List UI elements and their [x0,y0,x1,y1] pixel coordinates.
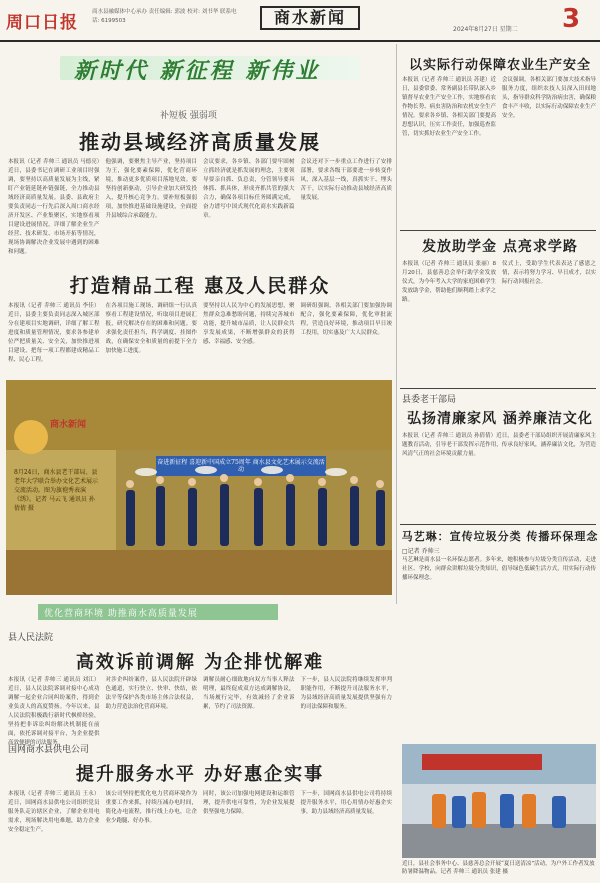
second-col-2: 在各项目施工现场，调研组一行认真察看工程建设情况，听取项目进展汇报，研究解决存在的困难和问题。要求强化责任担当，科学调度、挂图作战，在确保安全和质量的前提下全力加快施工进度。 [105,303,197,354]
right-rule-1 [400,230,596,231]
right-headline-1: 以实际行动保障农业生产安全 [408,58,591,73]
supply-headline: 提升服务水平 办好惠企实事 [75,764,325,785]
lead-headline: 推动县域经济高质量发展 [79,130,321,154]
right-p5: 本报讯（记者 乔帅三 通讯员 孙倩倩）近日，县委老干部局组织开展清廉家风主题教育活动，引导老干部发挥示范作用，传承良好家风，涵养廉洁文化，为营造风清气正的社会环境贡献力量。 [402,433,596,457]
second-col-4: 调研组强调，各相关部门要加强协调配合，强化要素保障，优化审批流程，营造良好环境，推动项目早日竣工投用，切实惠及广大人民群众。 [300,303,392,336]
lead-col-3: 会议要求，各乡镇、各部门要牢固树立抓经济就是抓发展的理念，主要领导要亲自抓、负总责，分管领导要具体抓、抓具体，形成齐抓共管的强大合力，确保各项目标任务圆满完成，奋力谱写中国式现代化商水实践新篇章。 [203,159,295,219]
right-body-3 [402,432,596,520]
court-col-4: 下一步，县人民法院将继续发挥审判职能作用，不断提升司法服务水平，为县域经济高质量发展提供坚强有力的司法保障和服务。 [300,677,392,710]
lead-body [8,158,392,264]
court-headline: 高效诉前调解 为企排忧解难 [75,652,325,673]
right-p3: 本报讯（记者 乔帅三 通讯员 张丽）8月20日，县慈善总会举行助学金发放仪式，为今年考入大学的家庭困难学生发放助学金，帮助他们顺利踏上求学之路。 [402,261,496,303]
second-headline: 打造精品工程 惠及人民群众 [69,275,331,297]
right-headline-3: 弘扬清廉家风 涵养廉洁文化 [407,411,593,427]
court-col-2: 对涉企纠纷案件，县人民法院开辟绿色通道，实行快立、快审、快结，依法平等保护各类市场主体合法权益，助力营造法治化营商环境。 [105,677,197,710]
right-p1: 本报讯（记者 乔帅三 通讯员 苏建）近日，县委常委、常务副县长带队深入乡镇督导农业生产安全工作，实地察看农作物长势、病虫害防治和农机安全生产情况。要求各乡镇、各相关部门要提高思想认识，压实工作责任，加强巡查监管，切实抓好农业生产安全工作。 [402,77,496,137]
theme-strip [38,604,278,620]
court-label: 县人民法院 [8,633,54,643]
lead-col-2: 他强调，要聚焦主导产业，坚持项目为王，强化要素保障，优化营商环境，推动更多优质项目落地见效。要坚持创新驱动，引导企业加大研发投入，提升核心竞争力。要补短板强弱项，加快推进基础设施建设，全面提升县域综合承载能力。 [105,159,197,219]
right-byline: □记者 乔帅三 [402,548,440,555]
page-header [0,0,600,42]
page-number: 3 [562,4,581,34]
relief-illustration [402,744,596,858]
court-body [8,676,392,746]
news-logo-icon [14,420,48,454]
slogan-banner [60,52,360,82]
photo-caption: 8月24日，商水县老干部局、县老年大学联合举办文化艺术展示交流活动。图为旗袍秀表演《绣》。记者 马云飞 通讯员 孙倩倩 摄 [14,469,99,512]
issue-date: 2024年8月27日 星期二 [453,26,518,33]
right-rule-3 [400,524,596,525]
supply-body [8,790,392,878]
right-rule-2 [400,388,596,389]
right-body-2 [402,260,596,384]
photo-logo-label: 商水新闻 [50,420,87,430]
supply-col-4: 下一步，国网商水县供电公司将持续提升服务水平，用心用情办好惠企实事，助力县域经济高质量发展。 [300,791,392,815]
section-title: 商水新闻 [260,6,360,30]
supply-col-3: 同时，该公司加强电网建设和运维管理，提升供电可靠性，为企业发展提供坚强电力保障。 [203,791,295,815]
court-col-1: 本报讯（记者 乔帅三 通讯员 刘江）近日，县人民法院诉调对接中心成功调解一起企业合同纠纷案件，得到企业负责人的高度赞扬。今年以来，县人民法院积极践行新时代枫桥经验，坚持把非诉讼纠纷解决机制挺在前面，依托诉调对接平台，为企业提供高效便捷的司法服务。 [8,677,100,746]
summer-relief-photo [402,744,596,858]
banner-text: 新时代 新征程 新伟业 [74,58,321,84]
lead-col-1: 本报讯（记者 乔帅三 通讯员 马德亮）近日，县委书记在调研工业项目时强调，要坚持以高质量发展为主线，紧盯产业链延链补链强链，全力推动县域经济高质量发展。县委、县政府主要负责同志一行先后深入周口商水经济开发区、产业集聚区，实地察看项目建设进展情况，详细了解企业生产经营、技术研发、市场开拓等情况，现场协调解决企业发展中遇到的困难和问题。 [8,159,100,255]
court-col-3: 调解员耐心细致地向双方当事人释法明理，最终促成双方达成调解协议，当场履行完毕，有效减轻了企业诉累，节约了司法资源。 [203,677,295,710]
edition-meta: 商水县融媒体中心承办 责任编辑: 郭波 校对: 刘书华 联系电话: 6199503 [92,9,237,24]
right-section-label: 县委老干部局 [402,395,457,405]
second-col-1: 本报讯（记者 乔帅三 通讯员 李佳）近日，县委主要负责同志深入城区部分在建项目实地调研，详细了解工程进度和质量管理情况，要求各参建单位严把质量关、安全关，加快推进项目建设，把每一项工程都建成精品工程、民心工程。 [8,303,100,363]
supply-col-2: 该公司坚持把优化电力营商环境作为重要工作来抓，持续压减办电时间，简化办电流程，推行线上办电，让企业少跑腿、好办事。 [105,791,197,824]
right-headline-4: 马艺琳：宣传垃圾分类 传播环保理念 [401,530,599,543]
lead-kicker: 补短板 强弱项 [160,111,217,121]
lead-col-4: 会议还对下一步重点工作进行了安排部署，要求各级干部要进一步转变作风，深入基层一线，真抓实干、埋头苦干，以实际行动推动县域经济高质量发展。 [300,159,392,201]
second-body [8,302,392,374]
stage-banner-text: 奋进新征程 喜迎新中国成立75周年 商水县文化艺术展示交流活动 [157,459,325,473]
right-p6: 马艺琳是商水县一名环保志愿者。多年来，她积极参与垃圾分类宣传活动，走进社区、学校，向群众讲解垃圾分类知识，倡导绿色低碳生活方式，用实际行动传播环保理念。 [402,557,596,581]
second-col-3: 要坚持以人民为中心的发展思想，聚焦群众急难愁盼问题，持续完善城市功能，提升城市品质，让人民群众共享发展成果，不断增强群众的获得感、幸福感、安全感。 [203,303,295,345]
right-p4: 仪式上，受助学生代表表达了感恩之情，表示将努力学习、早日成才，以实际行动回报社会。 [502,261,596,285]
right-headline-2: 发放助学金 点亮求学路 [422,239,578,255]
supply-col-1: 本报讯（记者 乔帅三 通讯员 王永）近日，国网商水县供电公司组织党员服务队走访辖区企业，了解企业用电需求，现场解决用电难题，助力企业安全稳定生产。 [8,791,100,833]
right-p2: 会议强调，各相关部门要加大技术指导服务力度，组织农技人员深入田间地头，指导群众科学防治病虫害，确保粮食丰产丰收，以实际行动保障农业生产安全。 [502,77,596,119]
right-photo-caption: 近日，县社会事务中心、县慈善总会开展“夏日送清凉”活动，为户外工作者发放防暑降温物品。记者 乔帅三 通讯员 张建 摄 [402,861,595,875]
right-body-1 [402,76,596,226]
performance-photo [6,380,392,595]
theme-strip-text: 优化营商环境 助推商水高质量发展 [44,609,198,619]
supply-label: 国网商水县供电公司 [8,745,90,755]
right-body-4 [402,556,596,736]
masthead: 周口日报 [6,13,78,33]
